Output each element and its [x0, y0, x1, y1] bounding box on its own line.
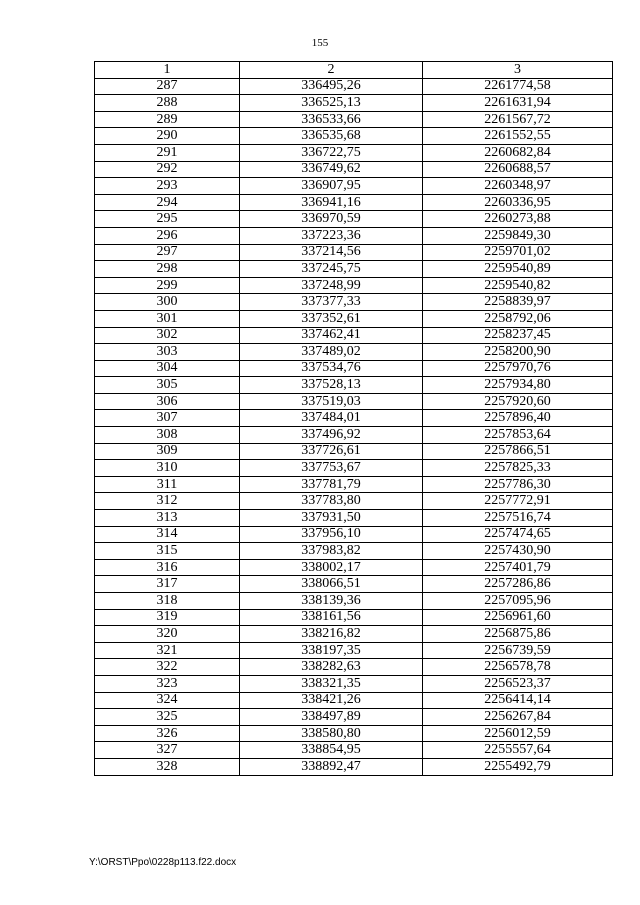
x-coordinate-cell: 338321,35 [240, 675, 423, 692]
x-coordinate-cell: 337783,80 [240, 493, 423, 510]
point-number-cell: 313 [95, 510, 240, 527]
point-number-cell: 314 [95, 526, 240, 543]
table-row [95, 493, 613, 510]
y-coordinate-cell: 2261631,94 [423, 95, 613, 112]
table-row [95, 194, 613, 211]
point-number-cell: 303 [95, 344, 240, 361]
table-row [95, 559, 613, 576]
y-coordinate-cell: 2256523,37 [423, 675, 613, 692]
table-row [95, 261, 613, 278]
table-row [95, 742, 613, 759]
footer-file-path: Y:\ORST\Ppo\0228p113.f22.docx [89, 857, 237, 868]
y-coordinate-cell: 2257934,80 [423, 377, 613, 394]
table-row [95, 675, 613, 692]
table-row [95, 144, 613, 161]
y-coordinate-cell: 2257920,60 [423, 393, 613, 410]
y-coordinate-cell: 2259849,30 [423, 227, 613, 244]
x-coordinate-cell: 336535,68 [240, 128, 423, 145]
table-row [95, 659, 613, 676]
x-coordinate-cell: 337214,56 [240, 244, 423, 261]
point-number-cell: 297 [95, 244, 240, 261]
table-row [95, 543, 613, 560]
x-coordinate-cell: 337352,61 [240, 310, 423, 327]
y-coordinate-cell: 2255557,64 [423, 742, 613, 759]
y-coordinate-cell: 2260688,57 [423, 161, 613, 178]
table-row [95, 576, 613, 593]
point-number-cell: 325 [95, 709, 240, 726]
y-coordinate-cell: 2255492,79 [423, 758, 613, 775]
table-row [95, 626, 613, 643]
table-row [95, 128, 613, 145]
y-coordinate-cell: 2257970,76 [423, 360, 613, 377]
point-number-cell: 306 [95, 393, 240, 410]
point-number-cell: 328 [95, 758, 240, 775]
table-row [95, 642, 613, 659]
table-row [95, 277, 613, 294]
x-coordinate-cell: 337534,76 [240, 360, 423, 377]
x-coordinate-cell: 338002,17 [240, 559, 423, 576]
y-coordinate-cell: 2257286,86 [423, 576, 613, 593]
x-coordinate-cell: 336907,95 [240, 178, 423, 195]
y-coordinate-cell: 2257401,79 [423, 559, 613, 576]
point-number-cell: 301 [95, 310, 240, 327]
y-coordinate-cell: 2257896,40 [423, 410, 613, 427]
y-coordinate-cell: 2256012,59 [423, 725, 613, 742]
x-coordinate-cell: 336941,16 [240, 194, 423, 211]
point-number-cell: 296 [95, 227, 240, 244]
y-coordinate-cell: 2256739,59 [423, 642, 613, 659]
y-coordinate-cell: 2257516,74 [423, 510, 613, 527]
table-row [95, 111, 613, 128]
point-number-cell: 304 [95, 360, 240, 377]
x-coordinate-cell: 336722,75 [240, 144, 423, 161]
table-row [95, 510, 613, 527]
point-number-cell: 320 [95, 626, 240, 643]
table-row [95, 294, 613, 311]
x-coordinate-cell: 337245,75 [240, 261, 423, 278]
y-coordinate-cell: 2259701,02 [423, 244, 613, 261]
x-coordinate-cell: 338139,36 [240, 593, 423, 610]
x-coordinate-cell: 338580,80 [240, 725, 423, 742]
y-coordinate-cell: 2257474,65 [423, 526, 613, 543]
table-row [95, 526, 613, 543]
coordinates-table [94, 61, 613, 776]
y-coordinate-cell: 2261552,55 [423, 128, 613, 145]
table-row [95, 758, 613, 775]
x-coordinate-cell: 338216,82 [240, 626, 423, 643]
x-coordinate-cell: 337983,82 [240, 543, 423, 560]
point-number-cell: 289 [95, 111, 240, 128]
table-row [95, 244, 613, 261]
y-coordinate-cell: 2256578,78 [423, 659, 613, 676]
page-number: 155 [311, 37, 329, 49]
column-header-3: 3 [423, 62, 613, 79]
x-coordinate-cell: 336525,13 [240, 95, 423, 112]
point-number-cell: 324 [95, 692, 240, 709]
table-row [95, 609, 613, 626]
point-number-cell: 323 [95, 675, 240, 692]
table-header-row [95, 62, 613, 79]
table-row [95, 427, 613, 444]
x-coordinate-cell: 337753,67 [240, 460, 423, 477]
point-number-cell: 309 [95, 443, 240, 460]
x-coordinate-cell: 336533,66 [240, 111, 423, 128]
table-row [95, 593, 613, 610]
y-coordinate-cell: 2257866,51 [423, 443, 613, 460]
table-body [95, 78, 613, 775]
y-coordinate-cell: 2256267,84 [423, 709, 613, 726]
table-row [95, 78, 613, 95]
y-coordinate-cell: 2261774,58 [423, 78, 613, 95]
y-coordinate-cell: 2259540,89 [423, 261, 613, 278]
point-number-cell: 311 [95, 476, 240, 493]
x-coordinate-cell: 338421,26 [240, 692, 423, 709]
point-number-cell: 319 [95, 609, 240, 626]
x-coordinate-cell: 337462,41 [240, 327, 423, 344]
point-number-cell: 299 [95, 277, 240, 294]
point-number-cell: 322 [95, 659, 240, 676]
point-number-cell: 292 [95, 161, 240, 178]
x-coordinate-cell: 338282,63 [240, 659, 423, 676]
table-row [95, 95, 613, 112]
x-coordinate-cell: 337956,10 [240, 526, 423, 543]
table-row [95, 310, 613, 327]
point-number-cell: 287 [95, 78, 240, 95]
table-row [95, 211, 613, 228]
x-coordinate-cell: 337484,01 [240, 410, 423, 427]
y-coordinate-cell: 2260336,95 [423, 194, 613, 211]
table-row [95, 227, 613, 244]
y-coordinate-cell: 2258839,97 [423, 294, 613, 311]
x-coordinate-cell: 337781,79 [240, 476, 423, 493]
x-coordinate-cell: 338161,56 [240, 609, 423, 626]
column-header-1: 1 [95, 62, 240, 79]
x-coordinate-cell: 338854,95 [240, 742, 423, 759]
y-coordinate-cell: 2257772,91 [423, 493, 613, 510]
point-number-cell: 305 [95, 377, 240, 394]
point-number-cell: 298 [95, 261, 240, 278]
point-number-cell: 308 [95, 427, 240, 444]
table-row [95, 327, 613, 344]
x-coordinate-cell: 337931,50 [240, 510, 423, 527]
table-row [95, 161, 613, 178]
y-coordinate-cell: 2257095,96 [423, 593, 613, 610]
point-number-cell: 291 [95, 144, 240, 161]
y-coordinate-cell: 2261567,72 [423, 111, 613, 128]
table-row [95, 410, 613, 427]
table-row [95, 393, 613, 410]
table-row [95, 725, 613, 742]
x-coordinate-cell: 337496,92 [240, 427, 423, 444]
point-number-cell: 317 [95, 576, 240, 593]
y-coordinate-cell: 2258237,45 [423, 327, 613, 344]
point-number-cell: 321 [95, 642, 240, 659]
table-row [95, 377, 613, 394]
x-coordinate-cell: 338892,47 [240, 758, 423, 775]
x-coordinate-cell: 337489,02 [240, 344, 423, 361]
y-coordinate-cell: 2260682,84 [423, 144, 613, 161]
y-coordinate-cell: 2260348,97 [423, 178, 613, 195]
y-coordinate-cell: 2256961,60 [423, 609, 613, 626]
column-header-2: 2 [240, 62, 423, 79]
y-coordinate-cell: 2257786,30 [423, 476, 613, 493]
point-number-cell: 310 [95, 460, 240, 477]
x-coordinate-cell: 337726,61 [240, 443, 423, 460]
y-coordinate-cell: 2256875,86 [423, 626, 613, 643]
x-coordinate-cell: 338197,35 [240, 642, 423, 659]
table-row [95, 178, 613, 195]
x-coordinate-cell: 336495,26 [240, 78, 423, 95]
y-coordinate-cell: 2257853,64 [423, 427, 613, 444]
x-coordinate-cell: 338066,51 [240, 576, 423, 593]
x-coordinate-cell: 338497,89 [240, 709, 423, 726]
y-coordinate-cell: 2258792,06 [423, 310, 613, 327]
table-row [95, 460, 613, 477]
point-number-cell: 316 [95, 559, 240, 576]
x-coordinate-cell: 337519,03 [240, 393, 423, 410]
point-number-cell: 326 [95, 725, 240, 742]
table-row [95, 344, 613, 361]
point-number-cell: 327 [95, 742, 240, 759]
y-coordinate-cell: 2258200,90 [423, 344, 613, 361]
point-number-cell: 300 [95, 294, 240, 311]
x-coordinate-cell: 336970,59 [240, 211, 423, 228]
x-coordinate-cell: 337248,99 [240, 277, 423, 294]
table-row [95, 476, 613, 493]
y-coordinate-cell: 2256414,14 [423, 692, 613, 709]
y-coordinate-cell: 2257430,90 [423, 543, 613, 560]
point-number-cell: 302 [95, 327, 240, 344]
table-row [95, 709, 613, 726]
y-coordinate-cell: 2257825,33 [423, 460, 613, 477]
point-number-cell: 290 [95, 128, 240, 145]
y-coordinate-cell: 2259540,82 [423, 277, 613, 294]
point-number-cell: 312 [95, 493, 240, 510]
x-coordinate-cell: 337528,13 [240, 377, 423, 394]
point-number-cell: 288 [95, 95, 240, 112]
x-coordinate-cell: 337377,33 [240, 294, 423, 311]
x-coordinate-cell: 337223,36 [240, 227, 423, 244]
x-coordinate-cell: 336749,62 [240, 161, 423, 178]
point-number-cell: 293 [95, 178, 240, 195]
y-coordinate-cell: 2260273,88 [423, 211, 613, 228]
point-number-cell: 295 [95, 211, 240, 228]
table-row [95, 360, 613, 377]
point-number-cell: 294 [95, 194, 240, 211]
table-row [95, 692, 613, 709]
table-row [95, 443, 613, 460]
point-number-cell: 307 [95, 410, 240, 427]
point-number-cell: 315 [95, 543, 240, 560]
point-number-cell: 318 [95, 593, 240, 610]
